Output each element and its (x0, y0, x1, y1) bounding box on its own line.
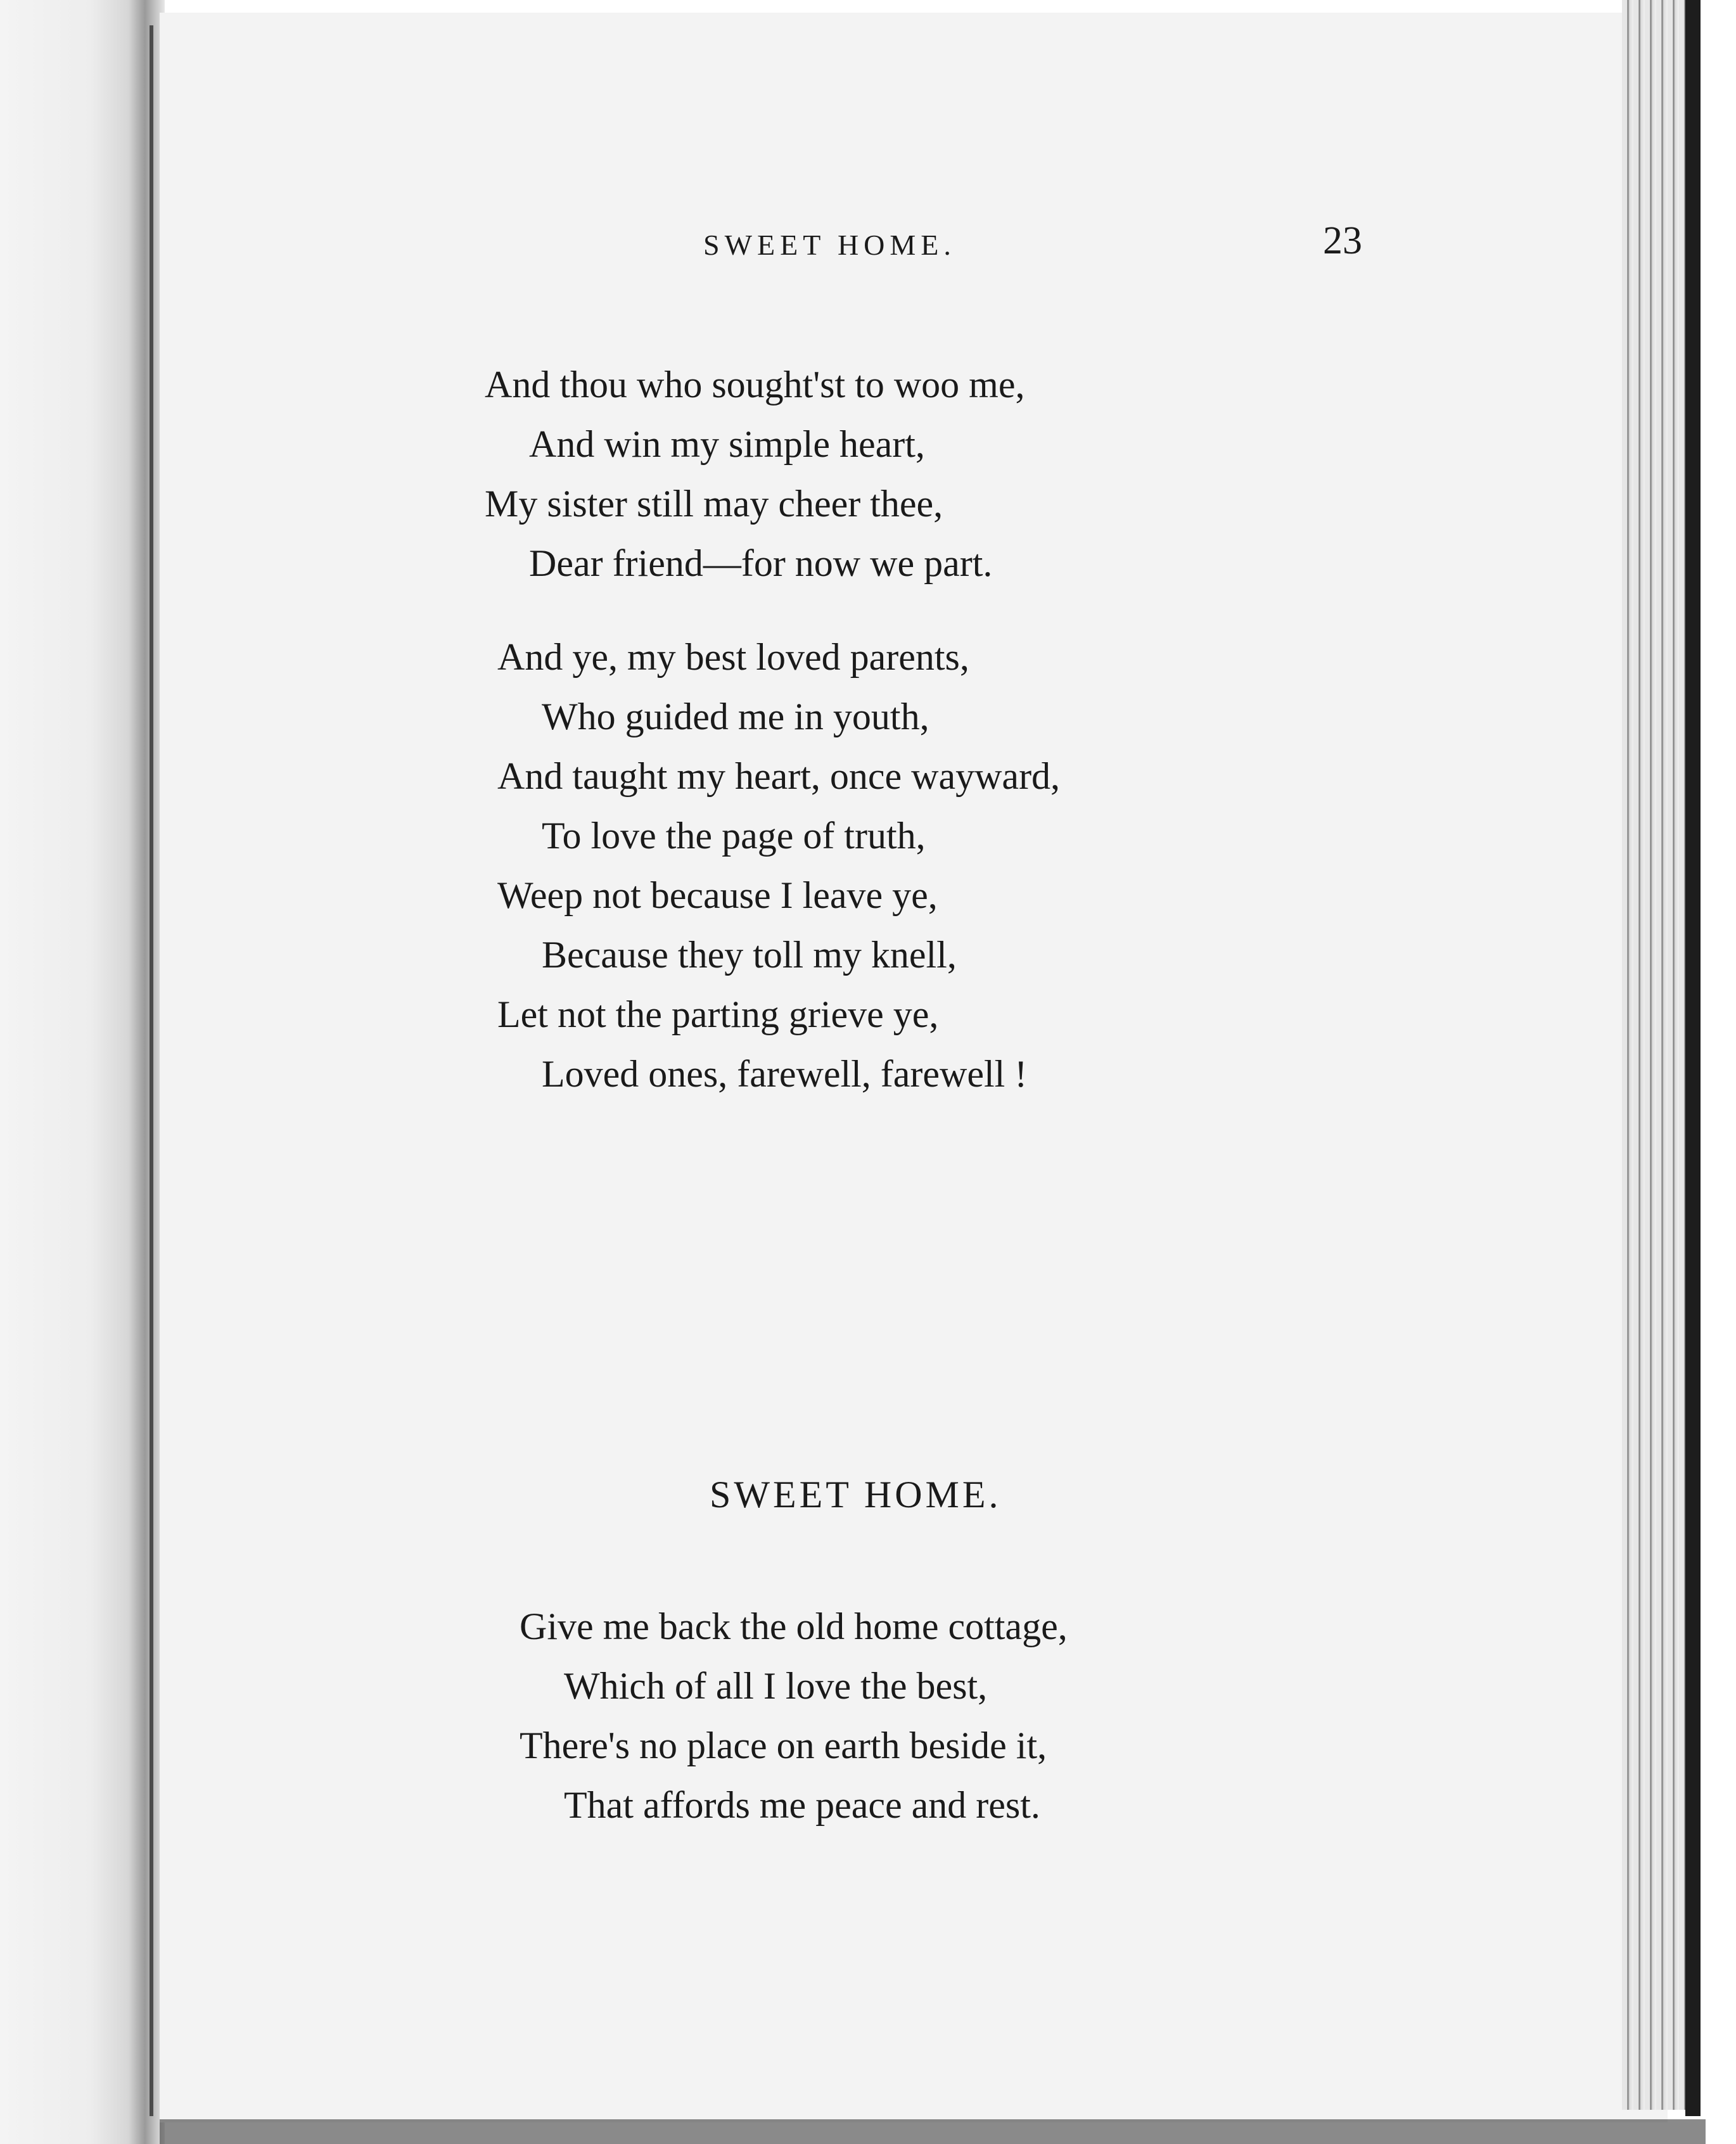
verse-line: There's no place on earth beside it, (520, 1725, 1047, 1766)
gutter-fold-line (150, 25, 153, 2116)
verse-line: Dear friend—for now we part. (529, 542, 993, 584)
stanza-1 (485, 355, 1024, 593)
verse-line: Because they toll my knell, (542, 934, 957, 976)
page-edge-border (1685, 0, 1701, 2116)
verse-line: To love the page of truth, (542, 815, 926, 857)
stanza-2 (497, 627, 1060, 1104)
verse-line: And ye, my best loved parents, (497, 636, 969, 678)
verse-line: Give me back the old home cottage, (520, 1605, 1068, 1647)
verse-line: And win my simple heart, (529, 423, 925, 465)
verse-line: Let not the parting grieve ye, (497, 993, 939, 1035)
book-gutter (0, 0, 165, 2144)
verse-line: That affords me peace and rest. (564, 1784, 1040, 1826)
verse-line: And thou who sought'st to woo me, (485, 364, 1025, 405)
verse-line: Who guided me in youth, (542, 696, 929, 737)
verse-line: Which of all I love the best, (564, 1665, 988, 1707)
verse-line: And taught my heart, once wayward, (497, 755, 1061, 797)
page-number: 23 (1323, 219, 1362, 262)
verse-line: Loved ones, farewell, farewell ! (542, 1053, 1028, 1095)
bottom-edge-shadow (160, 2119, 1706, 2144)
poem-stanza-1 (520, 1597, 1068, 1835)
running-head: SWEET HOME. (703, 229, 956, 261)
verse-line: My sister still may cheer thee, (485, 483, 943, 525)
poem-title: SWEET HOME. (710, 1474, 1002, 1515)
verse-line: Weep not because I leave ye, (497, 874, 938, 916)
